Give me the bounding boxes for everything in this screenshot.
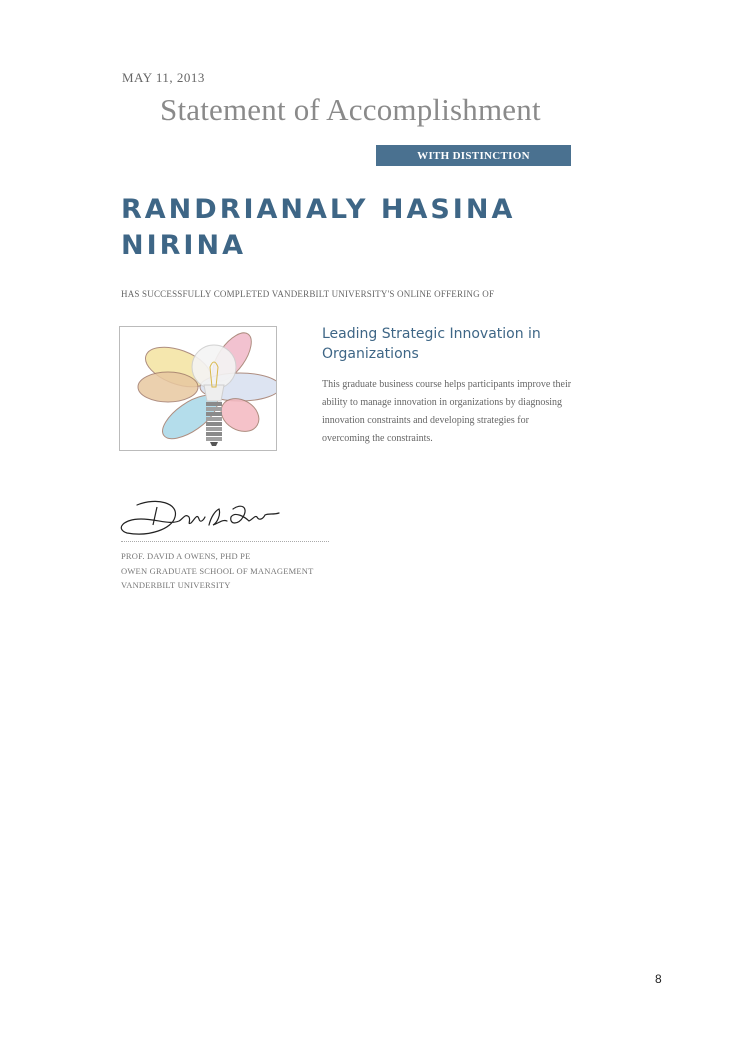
- signer-school: OWEN GRADUATE SCHOOL OF MANAGEMENT: [121, 565, 314, 576]
- completed-statement: HAS SUCCESSFULLY COMPLETED VANDERBILT UNIVERSITY'S ONLINE OFFERING OF: [121, 289, 495, 299]
- signer-name: PROF. DAVID A OWENS, PHD PE: [121, 551, 251, 561]
- signature-line: [121, 541, 329, 542]
- recipient-name: [121, 192, 515, 264]
- course-description: This graduate business course helps participants improve their ability to manage innovation in organizations by diagnosing innovation constraints and developing strategies for overcoming the constraints.: [322, 379, 572, 444]
- signer-university: VANDERBILT UNIVERSITY: [121, 580, 231, 590]
- recipient-name-line2: NIRINA: [121, 230, 246, 261]
- certificate-title: Statement of Accomplishment: [160, 92, 541, 127]
- signature: [117, 495, 282, 545]
- distinction-badge: WITH DISTINCTION: [376, 145, 571, 166]
- signer-info: [121, 549, 314, 593]
- course-title: Leading Strategic Innovation in Organizations: [322, 326, 541, 362]
- certificate-date: MAY 11, 2013: [122, 70, 205, 85]
- page-number: 8: [655, 972, 662, 986]
- recipient-name-line1: RANDRIANALY HASINA: [121, 194, 516, 225]
- course-image: [119, 326, 277, 451]
